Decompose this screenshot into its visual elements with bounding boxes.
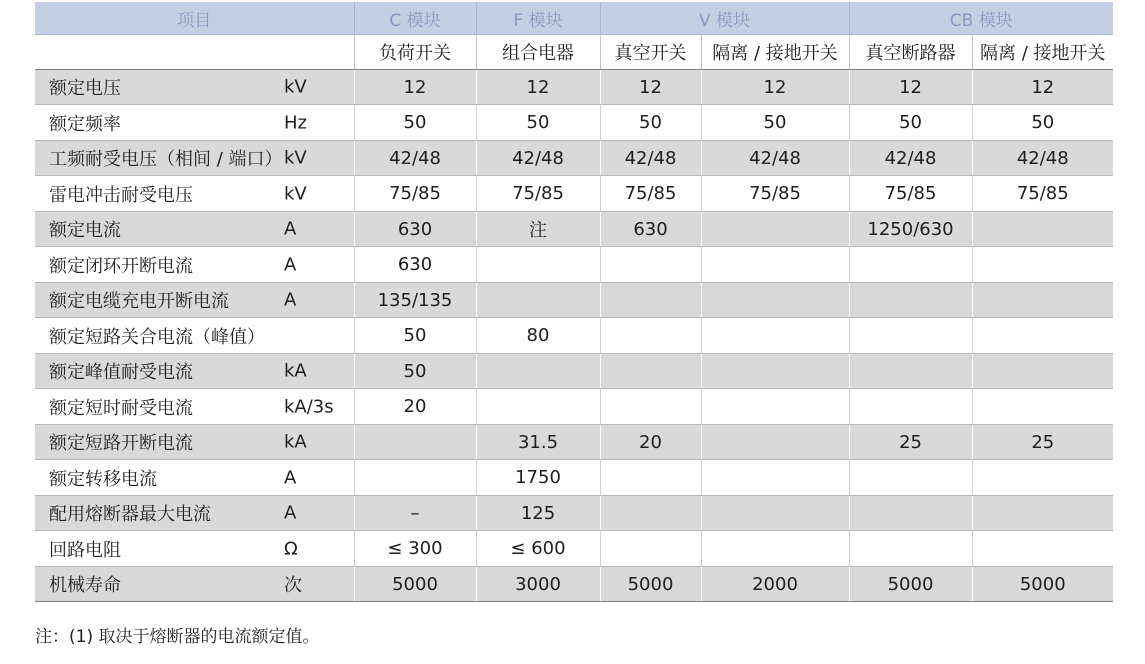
row-label-cell <box>35 212 354 247</box>
table-cell <box>972 247 1113 283</box>
table-cell <box>600 318 701 354</box>
table-cell <box>701 496 849 531</box>
row-name: 配用熔断器最大电流 <box>49 504 211 525</box>
table-cell: 12 <box>476 70 600 105</box>
table-row <box>35 389 1113 425</box>
header-row-groups <box>35 2 1113 35</box>
row-label-cell <box>35 425 354 460</box>
table-row <box>35 212 1113 247</box>
table-cell: 50 <box>701 105 849 141</box>
row-name: 回路电阻 <box>49 539 121 561</box>
row-name: 额定闭环开断电流 <box>49 255 193 277</box>
table-row <box>35 531 1113 567</box>
row-unit: A <box>284 502 297 524</box>
table-cell <box>600 531 701 567</box>
header-group-cb: CB 模块 <box>849 2 1113 35</box>
row-name: 额定频率 <box>49 113 121 135</box>
row-label-cell <box>35 318 354 354</box>
table-cell: 50 <box>600 105 701 141</box>
table-cell: 3000 <box>476 567 600 602</box>
row-label-cell <box>35 460 354 496</box>
row-label-cell <box>35 176 354 212</box>
table-cell: 135/135 <box>354 283 476 318</box>
table-cell: 12 <box>354 70 476 105</box>
table-cell <box>972 318 1113 354</box>
row-unit: Ω <box>284 538 298 559</box>
row-label-cell <box>35 141 354 176</box>
row-unit: kV <box>284 147 307 169</box>
table-cell <box>972 389 1113 425</box>
row-label-cell <box>35 389 354 425</box>
table-cell: 630 <box>354 247 476 283</box>
table-cell <box>972 212 1113 247</box>
table-cell: 75/85 <box>476 176 600 212</box>
table-cell: 125 <box>476 496 600 531</box>
row-name: 额定短路开断电流 <box>49 433 193 454</box>
row-name: 额定短路关合电流（峰值） <box>49 326 265 348</box>
table-row <box>35 283 1113 318</box>
table-row <box>35 425 1113 460</box>
table-cell: 5000 <box>972 567 1113 602</box>
table-cell: 2000 <box>701 567 849 602</box>
row-label-cell <box>35 283 354 318</box>
spec-table <box>35 2 1113 602</box>
row-unit: kV <box>284 183 307 204</box>
header-sub: 真空断路器 <box>849 35 972 70</box>
table-cell <box>701 531 849 567</box>
header-sub: 隔离 / 接地开关 <box>972 35 1113 70</box>
header-group-f: F 模块 <box>476 2 600 35</box>
table-row <box>35 354 1113 389</box>
table-cell: 42/48 <box>476 141 600 176</box>
table-cell: 75/85 <box>701 176 849 212</box>
table-cell <box>476 354 600 389</box>
table-cell: 75/85 <box>972 176 1113 212</box>
footnote: 注：(1) 取决于熔断器的电流额定值。 <box>35 627 320 647</box>
table-cell: – <box>354 496 476 531</box>
table-cell <box>600 460 701 496</box>
table-cell <box>849 389 972 425</box>
row-unit: kA/3s <box>284 396 334 417</box>
table-cell: 50 <box>849 105 972 141</box>
table-cell <box>849 247 972 283</box>
header-sub: 真空开关 <box>600 35 701 70</box>
table-cell: 42/48 <box>972 141 1113 176</box>
table-cell: 42/48 <box>600 141 701 176</box>
row-label-cell <box>35 354 354 389</box>
table-cell <box>476 389 600 425</box>
table-cell: 12 <box>972 70 1113 105</box>
table-cell <box>701 247 849 283</box>
table-cell <box>701 460 849 496</box>
row-name: 雷电冲击耐受电压 <box>49 184 193 206</box>
table-row <box>35 460 1113 496</box>
table-cell: 31.5 <box>476 425 600 460</box>
row-unit: kV <box>284 76 307 98</box>
row-name: 额定电压 <box>49 78 121 99</box>
table-cell <box>849 354 972 389</box>
table-cell: 注 <box>476 212 600 247</box>
header-sub: 负荷开关 <box>354 35 476 70</box>
table-cell <box>701 212 849 247</box>
header-row-sub <box>35 35 1113 70</box>
table-cell: 20 <box>354 389 476 425</box>
table-cell: 25 <box>849 425 972 460</box>
table-cell <box>849 496 972 531</box>
table-cell: 50 <box>354 105 476 141</box>
row-name: 工频耐受电压（相间 / 端口） <box>49 149 283 170</box>
table-row <box>35 105 1113 141</box>
header-group-v: V 模块 <box>600 2 849 35</box>
table-cell <box>849 283 972 318</box>
table-cell <box>972 354 1113 389</box>
table-cell <box>476 283 600 318</box>
table-cell <box>701 389 849 425</box>
table-cell: 630 <box>354 212 476 247</box>
header-sub: 隔离 / 接地开关 <box>701 35 849 70</box>
table-cell <box>972 496 1113 531</box>
row-name: 额定转移电流 <box>49 468 157 490</box>
table-cell: 630 <box>600 212 701 247</box>
header-item: 项目 <box>35 2 354 35</box>
table-cell: 42/48 <box>354 141 476 176</box>
table-cell <box>701 318 849 354</box>
table-cell: 25 <box>972 425 1113 460</box>
table-cell: ≤ 300 <box>354 531 476 567</box>
row-name: 额定峰值耐受电流 <box>49 362 193 383</box>
table-row <box>35 318 1113 354</box>
table-cell: 75/85 <box>354 176 476 212</box>
table-cell <box>972 531 1113 567</box>
row-label-cell <box>35 70 354 105</box>
table-cell: 50 <box>354 318 476 354</box>
table-cell <box>849 531 972 567</box>
table-cell <box>600 247 701 283</box>
table-cell <box>354 460 476 496</box>
table-cell: 20 <box>600 425 701 460</box>
table-cell: 1250/630 <box>849 212 972 247</box>
row-label-cell <box>35 496 354 531</box>
row-unit: Hz <box>284 112 307 133</box>
row-label-cell <box>35 247 354 283</box>
table-cell <box>476 247 600 283</box>
row-name: 机械寿命 <box>49 575 121 596</box>
table-cell: 1750 <box>476 460 600 496</box>
table-cell <box>600 354 701 389</box>
table-cell: 75/85 <box>849 176 972 212</box>
table-cell <box>701 425 849 460</box>
table-row <box>35 141 1113 176</box>
table-cell <box>701 283 849 318</box>
row-unit: A <box>284 218 297 240</box>
table-row <box>35 70 1113 105</box>
table-cell <box>849 460 972 496</box>
table-row <box>35 176 1113 212</box>
table-cell: 5000 <box>354 567 476 602</box>
row-unit: 次 <box>284 575 302 596</box>
header-group-c: C 模块 <box>354 2 476 35</box>
row-unit: kA <box>284 431 307 453</box>
table-cell: 50 <box>354 354 476 389</box>
row-label-cell <box>35 567 354 602</box>
row-unit: kA <box>284 360 307 382</box>
row-name: 额定电流 <box>49 220 121 241</box>
table-cell: 42/48 <box>849 141 972 176</box>
table-row <box>35 496 1113 531</box>
row-name: 额定短时耐受电流 <box>49 397 193 419</box>
row-unit: A <box>284 467 297 488</box>
header-sub-blank <box>35 35 354 70</box>
table-cell <box>354 425 476 460</box>
row-unit: A <box>284 254 297 275</box>
table-cell <box>600 496 701 531</box>
table-cell <box>600 283 701 318</box>
row-unit: A <box>284 289 297 311</box>
table-cell: 12 <box>849 70 972 105</box>
header-sub: 组合电器 <box>476 35 600 70</box>
table-row <box>35 567 1113 602</box>
table-cell: 80 <box>476 318 600 354</box>
table-cell: 5000 <box>849 567 972 602</box>
table-cell: 5000 <box>600 567 701 602</box>
table-cell <box>849 318 972 354</box>
row-name: 额定电缆充电开断电流 <box>49 291 229 312</box>
table-cell: 12 <box>701 70 849 105</box>
table-cell: 50 <box>476 105 600 141</box>
table-cell <box>972 283 1113 318</box>
table-cell: ≤ 600 <box>476 531 600 567</box>
table-cell <box>701 354 849 389</box>
table-cell: 75/85 <box>600 176 701 212</box>
table-row <box>35 247 1113 283</box>
table-cell <box>600 389 701 425</box>
row-label-cell <box>35 105 354 141</box>
table-cell <box>972 460 1113 496</box>
table-cell: 50 <box>972 105 1113 141</box>
row-label-cell <box>35 531 354 567</box>
table-cell: 42/48 <box>701 141 849 176</box>
table-cell: 12 <box>600 70 701 105</box>
